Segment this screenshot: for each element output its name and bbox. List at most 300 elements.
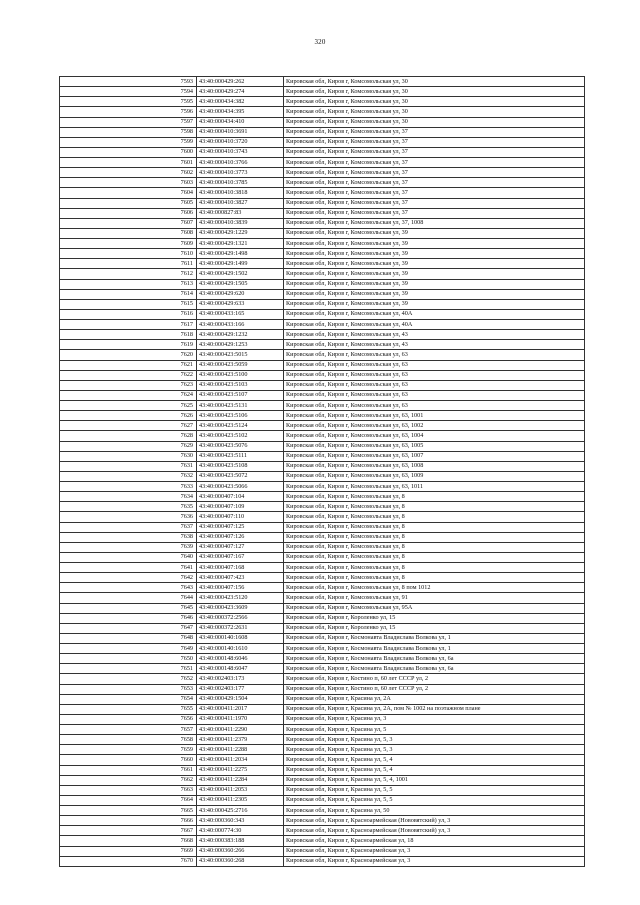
cadastral-number-cell: 43:40:002403:177 xyxy=(197,684,284,694)
table-row xyxy=(60,725,585,735)
row-number-cell: 7626 xyxy=(60,411,197,421)
address-cell: Кировская обл, Киров г, Комсомольская ул, 37 xyxy=(284,147,585,157)
address-cell: Кировская обл, Киров г, Комсомольская ул, 8 xyxy=(284,492,585,502)
address-cell: Кировская обл, Киров г, Комсомольская ул, 8 xyxy=(284,532,585,542)
address-cell: Кировская обл, Киров г, Космонавта Владислава Волкова ул, 6а xyxy=(284,664,585,674)
cadastral-number-cell: 43:40:000407:126 xyxy=(197,532,284,542)
table-row xyxy=(60,461,585,471)
cadastral-number-cell: 43:40:000429:1502 xyxy=(197,269,284,279)
table-row xyxy=(60,583,585,593)
row-number-cell: 7595 xyxy=(60,97,197,107)
address-cell: Кировская обл, Киров г, Комсомольская ул, 91 xyxy=(284,593,585,603)
cadastral-number-cell: 43:40:000407:127 xyxy=(197,542,284,552)
table-row xyxy=(60,441,585,451)
table-row xyxy=(60,147,585,157)
cadastral-number-cell: 43:40:000423:5102 xyxy=(197,431,284,441)
cadastral-number-cell: 43:40:000429:1504 xyxy=(197,694,284,704)
address-cell: Кировская обл, Киров г, Комсомольская ул, 39 xyxy=(284,249,585,259)
row-number-cell: 7654 xyxy=(60,694,197,704)
table-row xyxy=(60,856,585,866)
cadastral-number-cell: 43:40:000411:2053 xyxy=(197,785,284,795)
address-cell: Кировская обл, Киров г, Красина ул, 5, 3 xyxy=(284,745,585,755)
cadastral-number-cell: 43:40:000410:3818 xyxy=(197,188,284,198)
row-number-cell: 7629 xyxy=(60,441,197,451)
cadastral-number-cell: 43:40:000429:262 xyxy=(197,77,284,87)
table-row xyxy=(60,401,585,411)
table-row xyxy=(60,198,585,208)
address-cell: Кировская обл, Киров г, Комсомольская ул, 39 xyxy=(284,239,585,249)
table-row xyxy=(60,309,585,319)
address-cell: Кировская обл, Киров г, Космонавта Владислава Волкова ул, 1 xyxy=(284,644,585,654)
table-row xyxy=(60,482,585,492)
address-cell: Кировская обл, Киров г, Комсомольская ул, 30 xyxy=(284,77,585,87)
table-row xyxy=(60,299,585,309)
address-cell: Кировская обл, Киров г, Красина ул, 5 xyxy=(284,725,585,735)
address-cell: Кировская обл, Киров г, Комсомольская ул, 37 xyxy=(284,158,585,168)
row-number-cell: 7607 xyxy=(60,218,197,228)
row-number-cell: 7632 xyxy=(60,471,197,481)
table-row xyxy=(60,431,585,441)
table-row xyxy=(60,816,585,826)
address-cell: Кировская обл, Киров г, Комсомольская ул, 30 xyxy=(284,87,585,97)
address-cell: Кировская обл, Киров г, Комсомольская ул, 63, 1009 xyxy=(284,471,585,481)
row-number-cell: 7642 xyxy=(60,573,197,583)
row-number-cell: 7665 xyxy=(60,806,197,816)
table-row xyxy=(60,350,585,360)
cadastral-number-cell: 43:40:000410:3743 xyxy=(197,147,284,157)
row-number-cell: 7597 xyxy=(60,117,197,127)
cadastral-number-cell: 43:40:000423:5131 xyxy=(197,401,284,411)
table-row xyxy=(60,411,585,421)
cadastral-number-cell: 43:40:000411:2379 xyxy=(197,735,284,745)
row-number-cell: 7624 xyxy=(60,390,197,400)
cadastral-number-cell: 43:40:000434:382 xyxy=(197,97,284,107)
cadastral-number-cell: 43:40:000429:1505 xyxy=(197,279,284,289)
row-number-cell: 7614 xyxy=(60,289,197,299)
row-number-cell: 7655 xyxy=(60,704,197,714)
address-cell: Кировская обл, Киров г, Комсомольская ул, 43 xyxy=(284,330,585,340)
table-row xyxy=(60,573,585,583)
row-number-cell: 7639 xyxy=(60,542,197,552)
table-row xyxy=(60,806,585,816)
row-number-cell: 7628 xyxy=(60,431,197,441)
cadastral-number-cell: 43:40:000140:1608 xyxy=(197,633,284,643)
table-row xyxy=(60,97,585,107)
row-number-cell: 7627 xyxy=(60,421,197,431)
address-cell: Кировская обл, Киров г, Комсомольская ул, 63, 1002 xyxy=(284,421,585,431)
row-number-cell: 7638 xyxy=(60,532,197,542)
address-cell: Кировская обл, Киров г, Красина ул, 5, 4, 1001 xyxy=(284,775,585,785)
table-row xyxy=(60,633,585,643)
table-row xyxy=(60,451,585,461)
row-number-cell: 7658 xyxy=(60,735,197,745)
address-cell: Кировская обл, Киров г, Красина ул, 2А xyxy=(284,694,585,704)
row-number-cell: 7644 xyxy=(60,593,197,603)
table-row xyxy=(60,208,585,218)
cadastral-number-cell: 43:40:000423:5015 xyxy=(197,350,284,360)
table-row xyxy=(60,320,585,330)
table-row xyxy=(60,137,585,147)
address-cell: Кировская обл, Киров г, Красноармейская (Нововятский) ул, 3 xyxy=(284,826,585,836)
row-number-cell: 7660 xyxy=(60,755,197,765)
cadastral-number-cell: 43:40:000423:5076 xyxy=(197,441,284,451)
row-number-cell: 7625 xyxy=(60,401,197,411)
address-cell: Кировская обл, Киров г, Комсомольская ул, 37 xyxy=(284,178,585,188)
row-number-cell: 7617 xyxy=(60,320,197,330)
cadastral-number-cell: 43:40:000410:3839 xyxy=(197,218,284,228)
address-cell: Кировская обл, Киров г, Красина ул, 5, 5 xyxy=(284,785,585,795)
row-number-cell: 7640 xyxy=(60,552,197,562)
address-cell: Кировская обл, Киров г, Комсомольская ул, 63 xyxy=(284,380,585,390)
table-row xyxy=(60,552,585,562)
cadastral-number-cell: 43:40:000429:1499 xyxy=(197,259,284,269)
table-row xyxy=(60,532,585,542)
table-row xyxy=(60,674,585,684)
row-number-cell: 7600 xyxy=(60,147,197,157)
cadastral-number-cell: 43:40:000423:5066 xyxy=(197,482,284,492)
row-number-cell: 7605 xyxy=(60,198,197,208)
table-row xyxy=(60,279,585,289)
address-cell: Кировская обл, Киров г, Комсомольская ул, 8 xyxy=(284,573,585,583)
table-row xyxy=(60,795,585,805)
address-cell: Кировская обл, Киров г, Комсомольская ул, 63, 1005 xyxy=(284,441,585,451)
row-number-cell: 7594 xyxy=(60,87,197,97)
table-row xyxy=(60,563,585,573)
address-cell: Кировская обл, Киров г, Красноармейская ул, 3 xyxy=(284,846,585,856)
table-row xyxy=(60,603,585,613)
cadastral-number-cell: 43:40:000423:5103 xyxy=(197,380,284,390)
table-row xyxy=(60,745,585,755)
table-row xyxy=(60,775,585,785)
table-row xyxy=(60,269,585,279)
table-row xyxy=(60,765,585,775)
cadastral-number-cell: 43:40:000423:5100 xyxy=(197,370,284,380)
records-table xyxy=(59,76,585,867)
address-cell: Кировская обл, Киров г, Комсомольская ул, 37 xyxy=(284,168,585,178)
cadastral-number-cell: 43:40:000423:5108 xyxy=(197,461,284,471)
cadastral-number-cell: 43:40:000411:2288 xyxy=(197,745,284,755)
row-number-cell: 7620 xyxy=(60,350,197,360)
table-row xyxy=(60,249,585,259)
row-number-cell: 7643 xyxy=(60,583,197,593)
cadastral-number-cell: 43:40:000407:110 xyxy=(197,512,284,522)
row-number-cell: 7634 xyxy=(60,492,197,502)
row-number-cell: 7645 xyxy=(60,603,197,613)
cadastral-number-cell: 43:40:000360:266 xyxy=(197,846,284,856)
cadastral-number-cell: 43:40:000410:3827 xyxy=(197,198,284,208)
row-number-cell: 7663 xyxy=(60,785,197,795)
row-number-cell: 7593 xyxy=(60,77,197,87)
cadastral-number-cell: 43:40:000423:5106 xyxy=(197,411,284,421)
address-cell: Кировская обл, Киров г, Красина ул, 3 xyxy=(284,714,585,724)
cadastral-number-cell: 43:40:000407:125 xyxy=(197,522,284,532)
table-row xyxy=(60,846,585,856)
table-row xyxy=(60,613,585,623)
row-number-cell: 7596 xyxy=(60,107,197,117)
address-cell: Кировская обл, Киров г, Комсомольская ул, 40А xyxy=(284,309,585,319)
cadastral-number-cell: 43:40:000411:2275 xyxy=(197,765,284,775)
table-row xyxy=(60,87,585,97)
table-row xyxy=(60,228,585,238)
address-cell: Кировская обл, Киров г, Комсомольская ул, 63, 1007 xyxy=(284,451,585,461)
address-cell: Кировская обл, Киров г, Красина ул, 5, 4 xyxy=(284,765,585,775)
cadastral-number-cell: 43:40:000434:395 xyxy=(197,107,284,117)
address-cell: Кировская обл, Киров г, Комсомольская ул, 30 xyxy=(284,107,585,117)
table-row xyxy=(60,522,585,532)
page-number: 320 xyxy=(314,38,326,46)
row-number-cell: 7667 xyxy=(60,826,197,836)
address-cell: Кировская обл, Киров г, Комсомольская ул, 63, 1011 xyxy=(284,482,585,492)
cadastral-number-cell: 43:40:000410:3720 xyxy=(197,137,284,147)
cadastral-number-cell: 43:40:000827:83 xyxy=(197,208,284,218)
row-number-cell: 7630 xyxy=(60,451,197,461)
table-row xyxy=(60,117,585,127)
row-number-cell: 7669 xyxy=(60,846,197,856)
cadastral-number-cell: 43:40:000410:3691 xyxy=(197,127,284,137)
cadastral-number-cell: 43:40:000423:5072 xyxy=(197,471,284,481)
address-cell: Кировская обл, Киров г, Красноармейская (Нововятский) ул, 3 xyxy=(284,816,585,826)
row-number-cell: 7610 xyxy=(60,249,197,259)
address-cell: Кировская обл, Киров г, Костино п, 60 лет СССР ул, 2 xyxy=(284,684,585,694)
address-cell: Кировская обл, Киров г, Космонавта Владислава Волкова ул, 6а xyxy=(284,654,585,664)
row-number-cell: 7641 xyxy=(60,563,197,573)
address-cell: Кировская обл, Киров г, Комсомольская ул, 63 xyxy=(284,360,585,370)
cadastral-number-cell: 43:40:000433:166 xyxy=(197,320,284,330)
table-row xyxy=(60,421,585,431)
row-number-cell: 7659 xyxy=(60,745,197,755)
table-row xyxy=(60,755,585,765)
address-cell: Кировская обл, Киров г, Комсомольская ул, 30 xyxy=(284,117,585,127)
row-number-cell: 7648 xyxy=(60,633,197,643)
cadastral-number-cell: 43:40:000411:2034 xyxy=(197,755,284,765)
table-row xyxy=(60,259,585,269)
table-row xyxy=(60,188,585,198)
row-number-cell: 7612 xyxy=(60,269,197,279)
table-row xyxy=(60,542,585,552)
cadastral-number-cell: 43:40:000411:2284 xyxy=(197,775,284,785)
address-cell: Кировская обл, Киров г, Красина ул, 2А, пом № 1002 на поэтажном плане xyxy=(284,704,585,714)
row-number-cell: 7621 xyxy=(60,360,197,370)
row-number-cell: 7666 xyxy=(60,816,197,826)
row-number-cell: 7618 xyxy=(60,330,197,340)
row-number-cell: 7631 xyxy=(60,461,197,471)
table-row xyxy=(60,654,585,664)
row-number-cell: 7622 xyxy=(60,370,197,380)
row-number-cell: 7608 xyxy=(60,228,197,238)
table-row xyxy=(60,370,585,380)
table-row xyxy=(60,178,585,188)
address-cell: Кировская обл, Киров г, Красина ул, 50 xyxy=(284,806,585,816)
row-number-cell: 7653 xyxy=(60,684,197,694)
address-cell: Кировская обл, Киров г, Комсомольская ул, 37 xyxy=(284,127,585,137)
address-cell: Кировская обл, Киров г, Комсомольская ул, 8 xyxy=(284,563,585,573)
table-row xyxy=(60,471,585,481)
cadastral-number-cell: 43:40:000429:1321 xyxy=(197,239,284,249)
table-row xyxy=(60,158,585,168)
address-cell: Кировская обл, Киров г, Комсомольская ул, 8 xyxy=(284,552,585,562)
cadastral-number-cell: 43:40:000429:274 xyxy=(197,87,284,97)
cadastral-number-cell: 43:40:000433:165 xyxy=(197,309,284,319)
table-row xyxy=(60,836,585,846)
table-row xyxy=(60,826,585,836)
address-cell: Кировская обл, Киров г, Комсомольская ул, 39 xyxy=(284,289,585,299)
cadastral-number-cell: 43:40:000410:3766 xyxy=(197,158,284,168)
address-cell: Кировская обл, Киров г, Космонавта Владислава Волкова ул, 1 xyxy=(284,633,585,643)
row-number-cell: 7647 xyxy=(60,623,197,633)
cadastral-number-cell: 43:40:000423:5124 xyxy=(197,421,284,431)
address-cell: Кировская обл, Киров г, Комсомольская ул, 37, 1008 xyxy=(284,218,585,228)
table-row xyxy=(60,340,585,350)
cadastral-number-cell: 43:40:000407:168 xyxy=(197,563,284,573)
address-cell: Кировская обл, Киров г, Короленко ул, 15 xyxy=(284,613,585,623)
table-row xyxy=(60,735,585,745)
table-row xyxy=(60,714,585,724)
address-cell: Кировская обл, Киров г, Комсомольская ул, 63, 1008 xyxy=(284,461,585,471)
cadastral-number-cell: 43:40:000434:410 xyxy=(197,117,284,127)
cadastral-number-cell: 43:40:000425:2716 xyxy=(197,806,284,816)
table-row xyxy=(60,694,585,704)
table-row xyxy=(60,289,585,299)
table-row xyxy=(60,492,585,502)
cadastral-number-cell: 43:40:000410:3773 xyxy=(197,168,284,178)
address-cell: Кировская обл, Киров г, Комсомольская ул, 63 xyxy=(284,390,585,400)
address-cell: Кировская обл, Киров г, Комсомольская ул, 39 xyxy=(284,259,585,269)
row-number-cell: 7656 xyxy=(60,714,197,724)
row-number-cell: 7661 xyxy=(60,765,197,775)
address-cell: Кировская обл, Киров г, Комсомольская ул, 8 xyxy=(284,542,585,552)
row-number-cell: 7670 xyxy=(60,856,197,866)
cadastral-number-cell: 43:40:000148:6046 xyxy=(197,654,284,664)
row-number-cell: 7657 xyxy=(60,725,197,735)
address-cell: Кировская обл, Киров г, Комсомольская ул, 8 xyxy=(284,522,585,532)
cadastral-number-cell: 43:40:000372:2631 xyxy=(197,623,284,633)
cadastral-number-cell: 43:40:000429:633 xyxy=(197,299,284,309)
row-number-cell: 7606 xyxy=(60,208,197,218)
table-row xyxy=(60,502,585,512)
row-number-cell: 7611 xyxy=(60,259,197,269)
address-cell: Кировская обл, Киров г, Комсомольская ул, 8 пом 1012 xyxy=(284,583,585,593)
row-number-cell: 7651 xyxy=(60,664,197,674)
table-row xyxy=(60,390,585,400)
cadastral-number-cell: 43:40:000383:188 xyxy=(197,836,284,846)
cadastral-number-cell: 43:40:000411:2305 xyxy=(197,795,284,805)
row-number-cell: 7623 xyxy=(60,380,197,390)
cadastral-number-cell: 43:40:000429:1229 xyxy=(197,228,284,238)
row-number-cell: 7615 xyxy=(60,299,197,309)
cadastral-number-cell: 43:40:000407:423 xyxy=(197,573,284,583)
table-row xyxy=(60,168,585,178)
table-row xyxy=(60,77,585,87)
address-cell: Кировская обл, Киров г, Комсомольская ул, 63 xyxy=(284,401,585,411)
records-table-body xyxy=(60,77,585,867)
address-cell: Кировская обл, Киров г, Комсомольская ул, 8 xyxy=(284,502,585,512)
row-number-cell: 7609 xyxy=(60,239,197,249)
table-row xyxy=(60,664,585,674)
address-cell: Кировская обл, Киров г, Комсомольская ул, 43 xyxy=(284,340,585,350)
cadastral-number-cell: 43:40:000360:343 xyxy=(197,816,284,826)
row-number-cell: 7613 xyxy=(60,279,197,289)
cadastral-number-cell: 43:40:000407:104 xyxy=(197,492,284,502)
cadastral-number-cell: 43:40:000407:109 xyxy=(197,502,284,512)
address-cell: Кировская обл, Киров г, Красина ул, 5, 5 xyxy=(284,795,585,805)
table-row xyxy=(60,239,585,249)
address-cell: Кировская обл, Киров г, Комсомольская ул, 37 xyxy=(284,208,585,218)
cadastral-number-cell: 43:40:000423:5107 xyxy=(197,390,284,400)
cadastral-number-cell: 43:40:000411:2017 xyxy=(197,704,284,714)
row-number-cell: 7599 xyxy=(60,137,197,147)
cadastral-number-cell: 43:40:000372:2566 xyxy=(197,613,284,623)
table-row xyxy=(60,785,585,795)
cadastral-number-cell: 43:40:000411:2290 xyxy=(197,725,284,735)
row-number-cell: 7636 xyxy=(60,512,197,522)
row-number-cell: 7652 xyxy=(60,674,197,684)
table-row xyxy=(60,644,585,654)
cadastral-number-cell: 43:40:000411:1970 xyxy=(197,714,284,724)
table-row xyxy=(60,380,585,390)
cadastral-number-cell: 43:40:000148:6047 xyxy=(197,664,284,674)
address-cell: Кировская обл, Киров г, Комсомольская ул, 39 xyxy=(284,269,585,279)
address-cell: Кировская обл, Киров г, Короленко ул, 15 xyxy=(284,623,585,633)
table-row xyxy=(60,360,585,370)
address-cell: Кировская обл, Киров г, Красина ул, 5, 3 xyxy=(284,735,585,745)
cadastral-number-cell: 43:40:000429:620 xyxy=(197,289,284,299)
row-number-cell: 7601 xyxy=(60,158,197,168)
row-number-cell: 7598 xyxy=(60,127,197,137)
row-number-cell: 7646 xyxy=(60,613,197,623)
row-number-cell: 7668 xyxy=(60,836,197,846)
row-number-cell: 7664 xyxy=(60,795,197,805)
cadastral-number-cell: 43:40:000423:5059 xyxy=(197,360,284,370)
address-cell: Кировская обл, Киров г, Комсомольская ул, 30 xyxy=(284,97,585,107)
table-row xyxy=(60,512,585,522)
cadastral-number-cell: 43:40:000407:167 xyxy=(197,552,284,562)
table-row xyxy=(60,127,585,137)
cadastral-number-cell: 43:40:000423:3609 xyxy=(197,603,284,613)
row-number-cell: 7635 xyxy=(60,502,197,512)
address-cell: Кировская обл, Киров г, Комсомольская ул, 39 xyxy=(284,228,585,238)
cadastral-number-cell: 43:40:000410:3785 xyxy=(197,178,284,188)
address-cell: Кировская обл, Киров г, Комсомольская ул, 39 xyxy=(284,279,585,289)
table-row xyxy=(60,623,585,633)
table-row xyxy=(60,704,585,714)
table-row xyxy=(60,684,585,694)
row-number-cell: 7662 xyxy=(60,775,197,785)
cadastral-number-cell: 43:40:000429:1253 xyxy=(197,340,284,350)
cadastral-number-cell: 43:40:000423:5120 xyxy=(197,593,284,603)
address-cell: Кировская обл, Киров г, Комсомольская ул, 37 xyxy=(284,188,585,198)
cadastral-number-cell: 43:40:000423:5111 xyxy=(197,451,284,461)
address-cell: Кировская обл, Киров г, Красноармейская ул, 18 xyxy=(284,836,585,846)
address-cell: Кировская обл, Киров г, Комсомольская ул, 40А xyxy=(284,320,585,330)
row-number-cell: 7649 xyxy=(60,644,197,654)
row-number-cell: 7619 xyxy=(60,340,197,350)
cadastral-number-cell: 43:40:000140:1610 xyxy=(197,644,284,654)
table-row xyxy=(60,330,585,340)
table-row xyxy=(60,218,585,228)
row-number-cell: 7616 xyxy=(60,309,197,319)
cadastral-number-cell: 43:40:000407:156 xyxy=(197,583,284,593)
address-cell: Кировская обл, Киров г, Костино п, 60 лет СССР ул, 2 xyxy=(284,674,585,684)
address-cell: Кировская обл, Киров г, Комсомольская ул, 63, 1004 xyxy=(284,431,585,441)
row-number-cell: 7604 xyxy=(60,188,197,198)
row-number-cell: 7650 xyxy=(60,654,197,664)
address-cell: Кировская обл, Киров г, Комсомольская ул, 37 xyxy=(284,198,585,208)
address-cell: Кировская обл, Киров г, Комсомольская ул, 39 xyxy=(284,299,585,309)
cadastral-number-cell: 43:40:000360:268 xyxy=(197,856,284,866)
address-cell: Кировская обл, Киров г, Комсомольская ул, 37 xyxy=(284,137,585,147)
address-cell: Кировская обл, Киров г, Комсомольская ул, 63 xyxy=(284,350,585,360)
table-row xyxy=(60,593,585,603)
